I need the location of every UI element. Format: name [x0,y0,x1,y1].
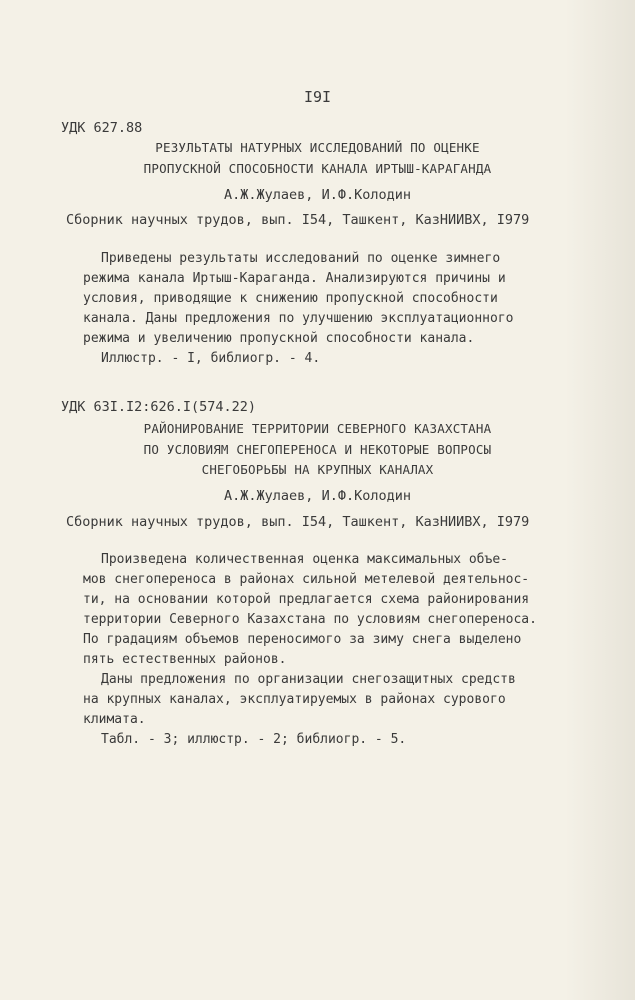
entry-source: Сборник научных трудов, вып. I54, Ташкент, КазНИИВХ, I979 [66,212,530,228]
abstract-line: условия, приводящие к снижению пропускной способности [83,291,498,306]
abstract-line: Приведены результаты исследований по оценке зимнего [101,251,501,266]
abstract-line: территории Северного Казахстана по условиям снегопереноса. [83,612,537,627]
abstract-line: мов снегопереноса в районах сильной метелевой деятельнос- [83,572,530,587]
entry-title-line: ПРОПУСКНОЙ СПОСОБНОСТИ КАНАЛА ИРТЫШ-КАРАГАНДА [143,161,492,176]
abstract-line: режима и увеличению пропускной способности канала. [83,331,475,346]
abstract-line: пять естественных районов. [83,652,287,667]
abstract-line: канала. Даны предложения по улучшению эксплуатационного [83,311,514,326]
abstract-line: режима канала Иртыш-Караганда. Анализируются причины и [83,271,506,286]
abstract-line: Даны предложения по организации снегозащитных средств [101,672,516,687]
abstract-line: на крупных каналах, эксплуатируемых в районах сурового [83,692,506,707]
abstract-line: Табл. - 3; иллюстр. - 2; библиогр. - 5. [101,732,407,747]
entry-title-line: РЕЗУЛЬТАТЫ НАТУРНЫХ ИССЛЕДОВАНИЙ ПО ОЦЕНКЕ [155,140,480,155]
abstract-line: климата. [83,712,146,727]
udk-code: УДК 63I.I2:626.I(574.22) [61,399,257,415]
entry-title-line: РАЙОНИРОВАНИЕ ТЕРРИТОРИИ СЕВЕРНОГО КАЗАХСТАНА [143,421,492,436]
abstract-line: По градациям объемов переносимого за зиму снега выделено [83,632,522,647]
udk-code: УДК 627.88 [61,120,143,136]
entry-source: Сборник научных трудов, вып. I54, Ташкент, КазНИИВХ, I979 [66,514,530,530]
entry-authors: А.Ж.Жулаев, И.Ф.Колодин [224,488,411,504]
page-number: I9I [303,88,332,106]
abstract-line: Иллюстр. - I, библиогр. - 4. [101,351,321,366]
abstract-line: ти, на основании которой предлагается схема районирования [83,592,530,607]
entry-title-line: СНЕГОБОРЬБЫ НА КРУПНЫХ КАНАЛАХ [201,462,434,477]
entry-authors: А.Ж.Жулаев, И.Ф.Колодин [224,187,411,203]
entry-title-line: ПО УСЛОВИЯМ СНЕГОПЕРЕНОСА И НЕКОТОРЫЕ ВОПРОСЫ [143,442,492,457]
abstract-line: Произведена количественная оценка максимальных объе- [101,552,508,567]
